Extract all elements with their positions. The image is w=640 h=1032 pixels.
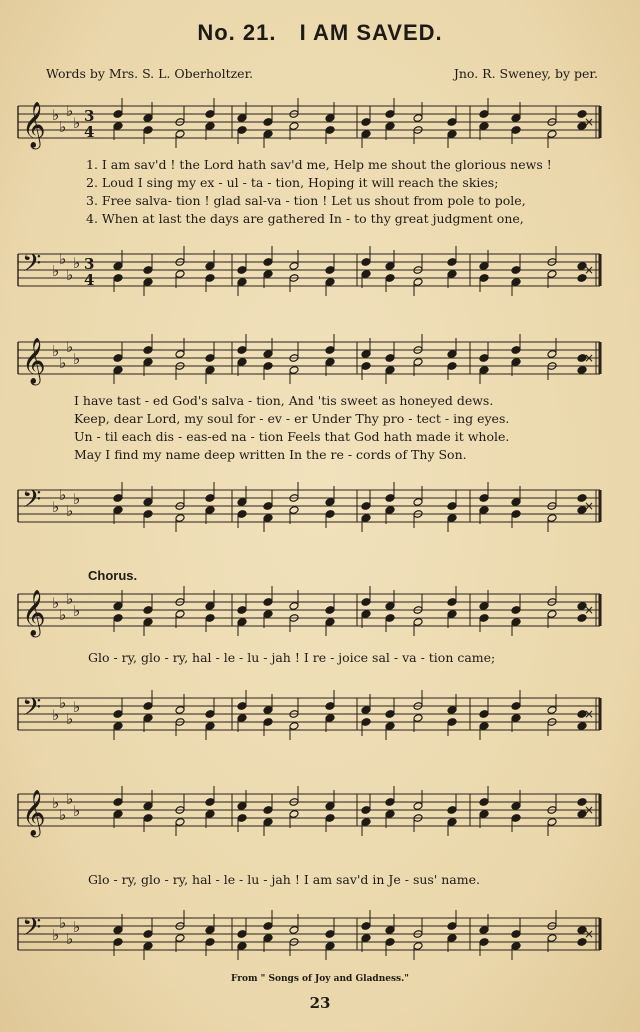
svg-text:×: × xyxy=(584,927,595,941)
hymn-title: I AM SAVED. xyxy=(299,20,443,45)
svg-text:4: 4 xyxy=(84,271,95,289)
treble-staff-3 xyxy=(0,590,640,636)
svg-text:×: × xyxy=(584,115,595,129)
svg-text:♭: ♭ xyxy=(66,590,74,608)
svg-text:♭: ♭ xyxy=(52,594,60,612)
verse-4-line-2: May I find my name deep written In the re - cords of Thy Son. xyxy=(74,447,467,462)
hymn-heading xyxy=(0,20,640,46)
svg-text:♭: ♭ xyxy=(73,602,81,620)
svg-text:𝄞: 𝄞 xyxy=(22,102,46,148)
svg-text:×: × xyxy=(584,603,595,617)
svg-text:♭: ♭ xyxy=(73,698,81,716)
svg-text:♭: ♭ xyxy=(73,350,81,368)
svg-text:♭: ♭ xyxy=(52,342,60,360)
svg-text:♭: ♭ xyxy=(66,102,74,120)
svg-text:♭: ♭ xyxy=(73,114,81,132)
chorus-label: Chorus. xyxy=(88,568,138,583)
svg-text:×: × xyxy=(584,351,595,365)
hymn-number: No. 21. xyxy=(197,20,277,45)
verse-3-line-2: Un - til each dis - eas-ed na - tion Feels that God hath made it whole. xyxy=(74,429,510,444)
verse-2-line-2: Keep, dear Lord, my soul for - ev - er Under Thy pro - tect - ing eyes. xyxy=(74,411,510,426)
svg-text:♭: ♭ xyxy=(66,790,74,808)
svg-text:♭: ♭ xyxy=(73,254,81,272)
verse-1-line-2: I have tast - ed God's salva - tion, And 'tis sweet as honeyed dews. xyxy=(74,393,494,408)
verse-lines-2 xyxy=(74,392,509,464)
svg-text:𝄞: 𝄞 xyxy=(22,590,46,636)
svg-text:×: × xyxy=(584,499,595,513)
svg-text:♭: ♭ xyxy=(66,930,74,948)
svg-text:♭: ♭ xyxy=(66,338,74,356)
chorus-lyric-1: Glo - ry, glo - ry, hal - le - lu - jah ! I re - joice sal - va - tion came; xyxy=(88,650,496,665)
svg-text:♭: ♭ xyxy=(59,694,67,712)
svg-text:×: × xyxy=(584,707,595,721)
svg-text:♭: ♭ xyxy=(52,498,60,516)
svg-text:♭: ♭ xyxy=(52,706,60,724)
verse-3-line-1: 3. Free salva- tion ! glad sal-va - tion ! Let us shout from pole to pole, xyxy=(86,193,526,208)
svg-text:♭: ♭ xyxy=(73,490,81,508)
svg-text:♭: ♭ xyxy=(66,710,74,728)
svg-text:♭: ♭ xyxy=(73,918,81,936)
page-number: 23 xyxy=(309,994,331,1012)
svg-text:♭: ♭ xyxy=(59,606,67,624)
svg-text:×: × xyxy=(584,803,595,817)
svg-text:♭: ♭ xyxy=(66,502,74,520)
svg-text:𝄞: 𝄞 xyxy=(22,790,46,836)
verse-lines-1 xyxy=(86,156,552,228)
bass-staff-4 xyxy=(0,914,640,960)
svg-text:♭: ♭ xyxy=(52,106,60,124)
svg-text:𝄢: 𝄢 xyxy=(22,913,42,948)
svg-text:4: 4 xyxy=(84,123,95,141)
bass-staff-3 xyxy=(0,694,640,740)
music-credit: Jno. R. Sweney, by per. xyxy=(453,66,598,81)
svg-text:𝄢: 𝄢 xyxy=(22,249,42,284)
svg-text:𝄞: 𝄞 xyxy=(22,338,46,384)
svg-text:♭: ♭ xyxy=(52,794,60,812)
source-footer: From " Songs of Joy and Gladness." xyxy=(231,974,409,984)
treble-staff-4 xyxy=(0,790,640,836)
svg-text:♭: ♭ xyxy=(52,926,60,944)
svg-text:♭: ♭ xyxy=(66,266,74,284)
treble-staff-1 xyxy=(0,102,640,148)
svg-text:𝄢: 𝄢 xyxy=(22,485,42,520)
treble-staff-2 xyxy=(0,338,640,384)
words-credit: Words by Mrs. S. L. Oberholtzer. xyxy=(46,66,254,81)
svg-text:♭: ♭ xyxy=(59,486,67,504)
svg-text:3: 3 xyxy=(84,107,95,125)
svg-text:♭: ♭ xyxy=(52,262,60,280)
svg-text:♭: ♭ xyxy=(59,118,67,136)
verse-1-line-1: 1. I am sav'd ! the Lord hath sav'd me, Help me shout the glorious news ! xyxy=(86,157,552,172)
svg-text:♭: ♭ xyxy=(73,802,81,820)
svg-text:3: 3 xyxy=(84,255,95,273)
svg-text:♭: ♭ xyxy=(59,914,67,932)
bass-staff-1 xyxy=(0,250,640,296)
chorus-lyric-2: Glo - ry, glo - ry, hal - le - lu - jah ! I am sav'd in Je - sus' name. xyxy=(88,872,480,887)
verse-4-line-1: 4. When at last the days are gathered In - to thy great judgment one, xyxy=(86,211,524,226)
svg-text:×: × xyxy=(584,263,595,277)
svg-text:♭: ♭ xyxy=(59,354,67,372)
svg-text:♭: ♭ xyxy=(59,806,67,824)
svg-text:♭: ♭ xyxy=(59,250,67,268)
svg-text:𝄢: 𝄢 xyxy=(22,693,42,728)
verse-2-line-1: 2. Loud I sing my ex - ul - ta - tion, Hoping it will reach the skies; xyxy=(86,175,499,190)
bass-staff-2 xyxy=(0,486,640,532)
